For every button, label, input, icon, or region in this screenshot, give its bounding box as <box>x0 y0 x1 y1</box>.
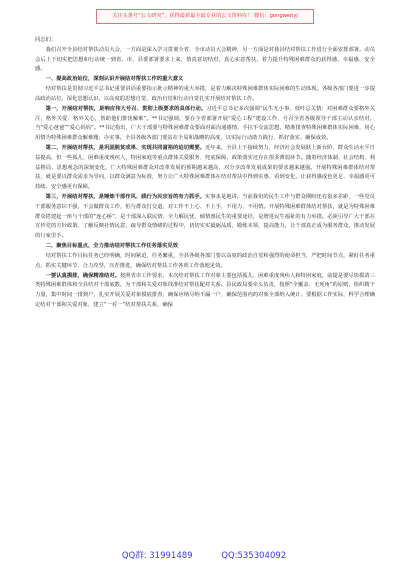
paragraph-text: 实事求是地讲，当前我们的民生工作与群众期盼还有很多差距，一些党员干部服务意识不强，不会做群众工作，怕与群众打交道，对工作不上心、不上手，不用力、不用情。开展特殊困难群体结对帮扶，就是为特殊困难群众搭建起一座与干部的“连心桥”，是干部深入联民情、全力解民忧、倾情惠民生的重要途径，是增进民生福祉的有力举措。必须引导广大干部在宣传党的方针政策、了解反映社情民意、疏导群众情绪的过程中，切切实实砥砺品质，锻炼本领，提高能力，让干部真正成为服务群众、推动发展的行家里手。 <box>35 194 375 240</box>
paragraph <box>35 272 375 311</box>
qq-label: QQ:535304092 <box>221 551 287 561</box>
paragraph-lead: 一要认真摸排，确保精准结对。 <box>45 272 120 279</box>
paragraph-text: 按照省市工作要求，本次结对帮扶工作对象主要包括孤儿、困难重度残疾人和特困家庭，前提是要尽快摸清三类特殊困难群体和全县结对干部底数。为干部和关爱对象找准结对帮扶配对关系。县民政局要牵头负责，按照“全覆盖、无死角”的原则，组织精干力量，集中时间一排到户，扎实开展关爱对象摸底排查，确保应纳尽纳不漏一户，确保范围内的对象全部纳入统计。要根据工作实际，科学合理确定结对干部和关爱对象，建立“一对一”结对帮扶关系，确保 <box>35 272 375 308</box>
paragraph <box>35 144 375 193</box>
paragraph-text: 习近平总书记多次强调“民生无小事，枝叶总关情；对困难群众要格外关注、格外关爱、格外关心，帮助他们排忧解难”。**书记强调，要在全省部署开展“爱心工程”建设工作，号召全省各级领导干部主动认亲结对，当“爱心爸爸”“爱心妈妈”。**书记指出，广大干部要与特殊困难群众要面对面沟通感情、手拉手交流思想，精准排查特殊困难群体实际困难，用心用情为特殊困难群众解难题、办实事。全县各级各部门要站在全局和战略的高度，以实际行动助力践行、抓好落实、确保成效。 <box>35 105 375 142</box>
paragraph-list <box>35 46 375 311</box>
footer-contact <box>0 549 408 561</box>
paragraph-lead: 第二，开展结对帮扶，是巩固脱贫成果、实现共同富裕的迫切需要。 <box>45 144 205 151</box>
paragraph: 我们召开全县结对帮扶动员大会，一方面是深入学习贯彻全省、全市动员大会精神，另一方面是对我县结对帮扶工作进行全面安排部署。动员会后上下切实把思想和行动统一到省、市、县委部署要求上来，情真意切结对，真心实意帮扶，着力提升特殊困难群众的获得感、幸福感、安全感。 <box>35 46 375 73</box>
paragraph: 结对帮扶是贯彻习近平总书记重要讲话重要指示批示精神的重大举措，是着力解决特殊困难群体实际困难的生动体现。各级各部门要进一步提高政治站位，深化思想认识，以高度的思想自觉、政治自觉和行动自觉扎实开展结对帮扶工作。 <box>35 86 375 102</box>
paragraph-lead: 第三，开展结对帮扶，是锤炼干部作风、践行为民宗旨的有力抓手。 <box>45 194 205 200</box>
paragraph <box>35 105 375 144</box>
section-heading: 一、提高政治站位，深刻认识开展结对帮扶工作的重大意义 <box>45 76 184 83</box>
paragraph <box>35 193 375 242</box>
salutation: 同志们： <box>35 37 57 43</box>
qq-group-label: QQ群: 31991489 <box>121 551 193 561</box>
document-body <box>35 36 375 311</box>
section-heading: 二、聚焦目标重点，全力推动结对帮扶工作任务落实见效 <box>45 243 179 250</box>
header-banner: 关注头条号“公文研究”，获得最新最全最专业的公文资料库！ 微信：gongwenyj <box>96 9 314 24</box>
paragraph-lead: 第一，开展结对帮扶，是响应伟大号召、贯彻上级要求的具体行动。 <box>45 105 207 112</box>
paragraph-text: 近年来，全县上下接续努力，经济社会发展跃上新台阶，群众生活水平日益提高，但一些孤儿、困难重度残疾人、特困家庭等重点群体关爱服务、兜底保障、政策落实还存在很多薄弱环节。随着经济体制、社会结构、利益格局、思想观念的深刻变化，广大特殊困难群众对改革发展的预期越来越高，对分享改革发展成果的要求越来越强。开展特殊困难群体结对帮扶，就是要以群众需求为导向，以群众满意为标准，努力让广大特殊困难群体在结对帮扶中得到实惠、看到变化，让获得感成色更足、幸福感更可持续、安全感更有保障。 <box>35 144 375 191</box>
paragraph: 结对帮扶工作目标任务已经明确，时间紧迫，任务繁重，全县各级各部门要以高度的政治自觉和强烈的使命担当，严把时间节点，紧盯任务重点，抓实关键环节，合力攻坚，压茬推进，确保结对帮扶工作各项工作落地见效。 <box>35 252 375 269</box>
